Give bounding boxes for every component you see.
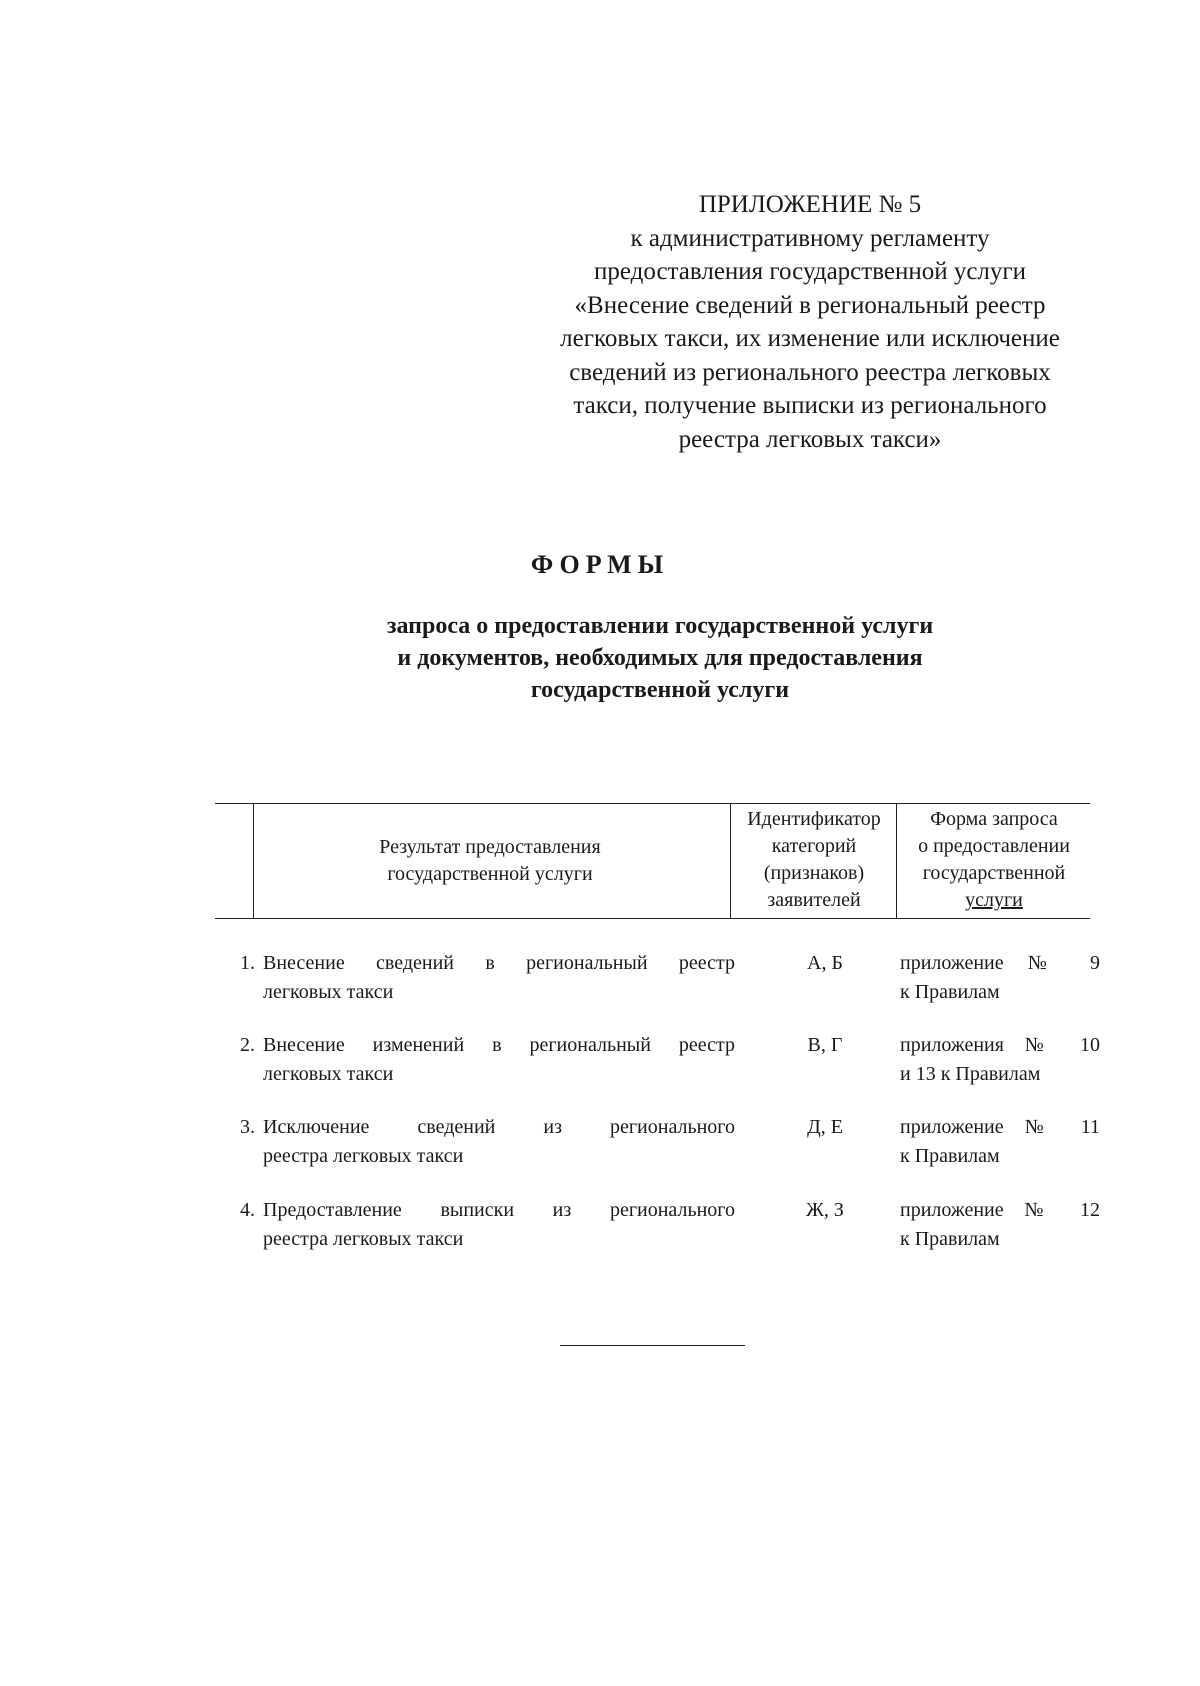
table-row [215,949,1100,1009]
header-result [255,834,725,888]
row-result [263,1113,735,1171]
header-form [898,806,1090,914]
row-form [900,1031,1100,1089]
row-identifier: Ж, З [806,1199,844,1221]
row-form-line: к Правилам [900,1145,1000,1167]
table-top-rule [215,803,1090,804]
row-form-line: приложения № 10 [900,1034,1100,1056]
appendix-line: предоставления государственной услуги [593,258,1027,285]
row-form-line: и 13 к Правилам [900,1063,1041,1085]
row-result [263,1196,735,1254]
table-row [215,1031,1100,1091]
appendix-line: сведений из регионального реестра легковых [569,358,1051,386]
header-line: категорий [771,835,857,857]
row-identifier: А, Б [807,952,843,974]
row-result-line: Внесение изменений в региональный реестр [263,1034,735,1056]
row-result-line: Внесение сведений в региональный реестр [263,952,735,974]
header-line: Идентификатор [747,808,881,830]
row-result-line: Исключение сведений из регионального [263,1116,735,1138]
row-result-line: легковых такси [263,1063,394,1085]
appendix-line: такси, получение выписки из регионального [573,392,1047,419]
header-identifier [730,806,898,914]
subtitle-line: государственной услуги [530,677,790,703]
row-result-line: легковых такси [263,981,394,1003]
appendix-line: легковых такси, их изменение или исключение [560,325,1060,352]
appendix-header [520,188,1100,456]
appendix-line: к административному регламенту [630,224,990,252]
appendix-line: ПРИЛОЖЕНИЕ № 5 [698,191,922,218]
end-separator-line [560,1345,745,1346]
row-form [900,949,1100,1007]
table-row [215,1113,1100,1173]
appendix-line: «Внесение сведений в региональный реестр [574,291,1046,319]
table-column-divider [253,803,254,919]
header-line: государственной [922,862,1066,884]
row-identifier: В, Г [807,1034,843,1056]
row-number: 4. [240,1199,255,1221]
table-row [215,1196,1100,1256]
row-result-line: реестра легковых такси [263,1145,464,1167]
header-line: заявителей [767,889,861,911]
subtitle-line: и документов, необходимых для предоставления [397,645,923,671]
row-number: 1. [240,952,255,974]
header-line: (признаков) [763,862,865,884]
document-title: ФОРМЫ [530,550,670,579]
row-number: 2. [240,1034,255,1056]
row-form [900,1113,1100,1171]
appendix-line: реестра легковых такси» [678,425,942,453]
row-form-line: приложение № 11 [900,1116,1100,1138]
header-line: услуги [965,889,1023,911]
row-identifier: Д, Е [807,1116,843,1138]
row-result-line: Предоставление выписки из регионального [263,1199,735,1221]
document-subtitle [300,610,1020,706]
header-line: Результат предоставления [379,836,601,858]
row-number: 3. [240,1116,255,1138]
row-form-line: к Правилам [900,981,1000,1003]
row-result [263,949,735,1007]
table-header-rule [215,918,1090,919]
header-line: Форма запроса [930,808,1058,830]
row-form [900,1196,1100,1254]
row-form-line: приложение № 9 [900,952,1100,974]
row-result-line: реестра легковых такси [263,1228,464,1250]
row-result [263,1031,735,1089]
row-form-line: приложение № 12 [900,1199,1100,1221]
header-line: государственной услуги [387,863,593,885]
subtitle-line: запроса о предоставлении государственной услуги [386,613,934,639]
row-form-line: к Правилам [900,1228,1000,1250]
header-line: о предоставлении [918,835,1070,857]
